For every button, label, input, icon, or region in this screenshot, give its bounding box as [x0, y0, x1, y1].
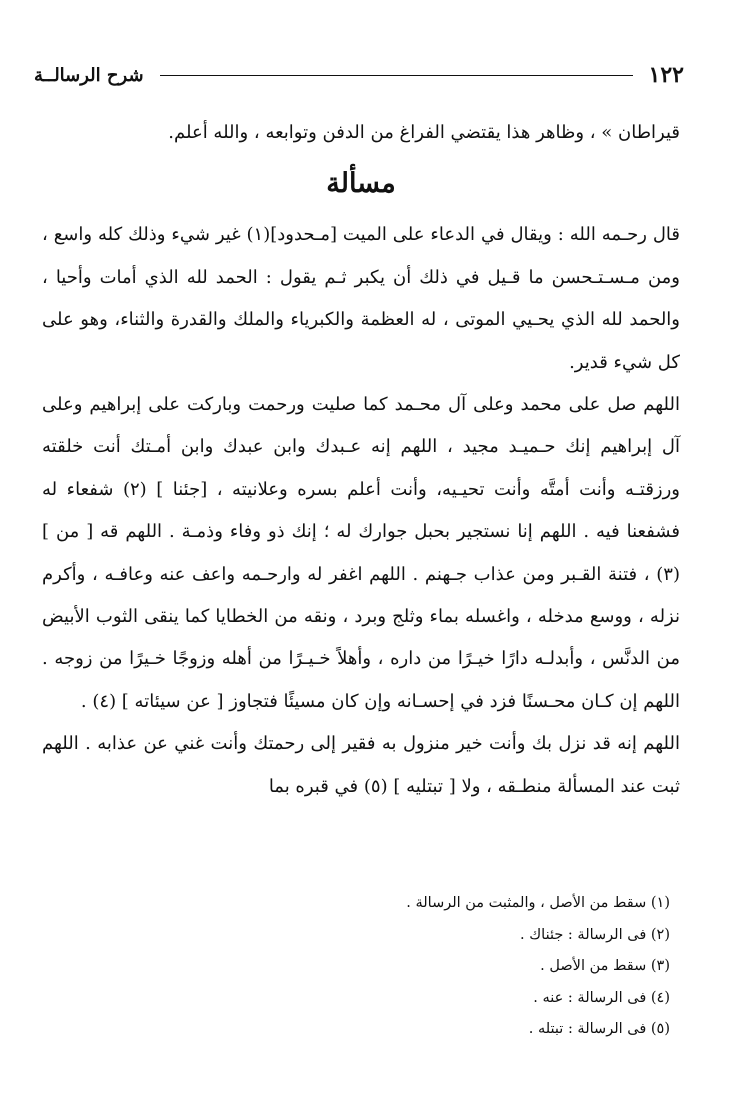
header-rule	[160, 75, 633, 76]
footnote-4: (٤) فى الرسالة : عنه .	[533, 989, 670, 1006]
footnote-1: (١) سقط من الأصل ، والمثبت من الرسالة .	[406, 895, 670, 911]
running-header	[34, 58, 684, 92]
paragraph-3: اللهم إنه قد نزل بك وأنت خير منزول به فقير إلى رحمتك وأنت غني عن عذابه . اللهم ثبت عند المسألة منطـقه ، ولا [ تبتليه ] (٥) في قبره بما	[42, 733, 680, 797]
paragraph-1: قال رحـمه الله : ويقال في الدعاء على الميت [مـحدود](١) غير شيء وذلك كله واسع ، ومن مـسـتـحسن ما قـيل في ذلك أن يكبر ثـم يقول : الحمد لله الذي أمات وأحيا ، والحمد لله الذي يحـيي الموتى ، له العظمة والكبرياء والملك والقدرة والثناء، وهو على كل شيء قدير.	[42, 224, 680, 373]
section-heading-line	[42, 154, 680, 214]
footnotes	[60, 888, 670, 1046]
page-number: ١٢٢	[648, 62, 684, 88]
section-heading: مسألة	[326, 168, 396, 200]
book-title: شرح الرسالــة	[34, 64, 144, 86]
footnote-3: (٣) سقط من الأصل .	[540, 958, 670, 974]
paragraph-2: اللهم صل على محمد وعلى آل محـمد كما صليت ورحمت وباركت على إبراهيم وعلى آل إبراهيم إنك حـميـد مجيد ، اللهم إنه عـبدك وابن عبدك وابن أمـتك أنت خلقته ورزقتـه وأنت أمتَّه وأنت تحيـيه، وأنت أعلم بسره وعلانيته ، [جئنا ] (٢) شفعاء له فشفعنا فيه . اللهم إنا نستجير بحبل جوارك له ؛ إنك ذو وفاء وذمـة . اللهم قه [ من ] (٣) ، فتنة القـبر ومن عذاب جـهنم . اللهم اغفر له وارحـمه واعف عنه وعافـه ، وأكرم نزله ، ووسع مدخله ، واغسله بماء وثلج وبرد ، ونقه من الخطايا كما ينقى الثوب الأبيض من الدنَّس ، وأبدلـه دارًا خيـرًا من داره ، وأهلاً خـيـرًا من أهله وزوجًا خـيرًا من زوجه . اللهم إن كـان محـسنًا فزد في إحسـانه وإن كان مسيئًا فتجاوز [ عن سيئاته ] (٤) .	[42, 394, 680, 712]
main-text	[42, 112, 680, 808]
footnote-5: (٥) فى الرسالة : تبتله .	[528, 1021, 670, 1037]
footnote-2: (٢) فى الرسالة : جئناك .	[520, 926, 670, 943]
intro-paragraph: قيراطان » ، وظاهر هذا يقتضي الفراغ من الدفن وتوابعه ، والله أعلم.	[168, 122, 680, 143]
